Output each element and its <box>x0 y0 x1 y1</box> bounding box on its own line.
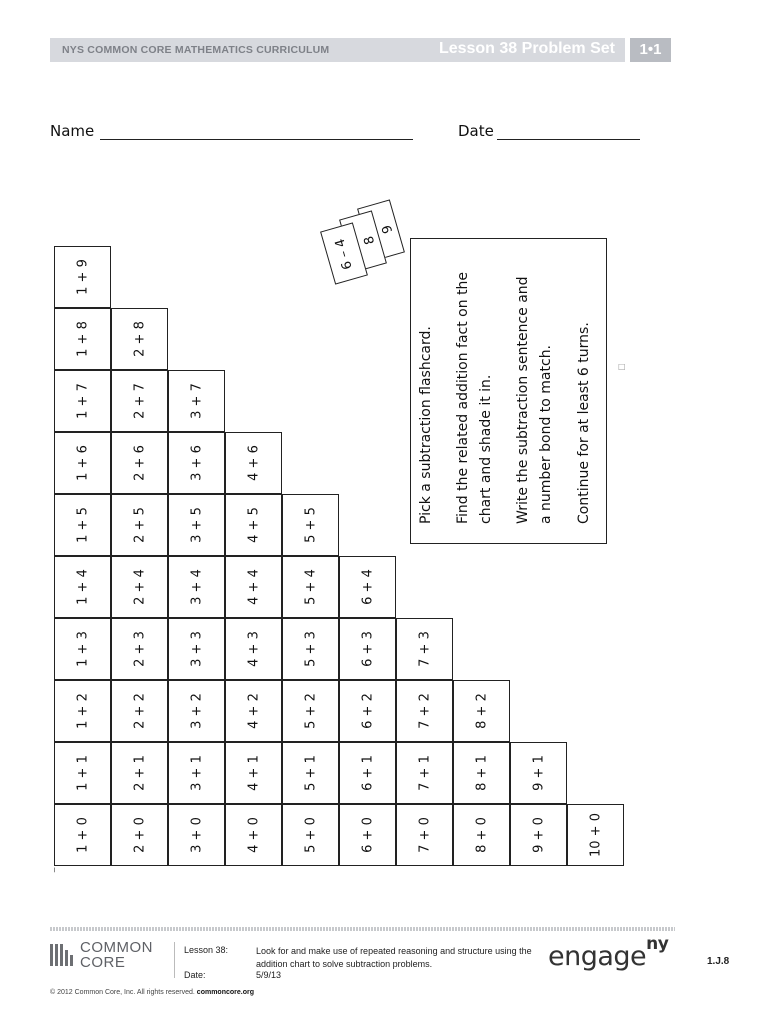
chart-cell[interactable] <box>225 556 282 618</box>
chart-cell[interactable] <box>111 494 168 556</box>
chart-cell-text: 3 + 7 <box>189 383 204 419</box>
chart-cell-text: 3 + 6 <box>189 445 204 481</box>
flashcard-front-text: 6 – 4 <box>332 236 356 271</box>
chart-cell[interactable] <box>54 618 111 680</box>
chart-cell[interactable] <box>111 556 168 618</box>
chart-cell-text: 3 + 5 <box>189 507 204 543</box>
chart-cell-text: 8 + 2 <box>474 693 489 729</box>
scan-mark: □ <box>618 362 626 371</box>
instruction-4: Write the subtraction sentence and <box>515 276 531 524</box>
chart-cell-text: 2 + 5 <box>132 507 147 543</box>
engage-sup: ny <box>646 934 669 954</box>
chart-cell[interactable] <box>339 556 396 618</box>
chart-cell[interactable] <box>225 742 282 804</box>
common-core-logo-icon <box>50 942 76 968</box>
chart-cell-text: 2 + 7 <box>132 383 147 419</box>
chart-cell[interactable] <box>225 494 282 556</box>
chart-cell-text: 10 + 0 <box>588 813 603 857</box>
chart-cell-text: 2 + 0 <box>132 817 147 853</box>
chart-cell-text: 7 + 3 <box>417 631 432 667</box>
chart-cell[interactable] <box>282 618 339 680</box>
instruction-1: Pick a subtraction flashcard. <box>418 326 434 524</box>
chart-cell-text: 9 + 0 <box>531 817 546 853</box>
chart-cell[interactable] <box>510 742 567 804</box>
name-label: Name <box>50 122 95 140</box>
chart-cell-text: 1 + 0 <box>75 817 90 853</box>
chart-cell[interactable] <box>168 742 225 804</box>
chart-cell-text: 1 + 6 <box>75 445 90 481</box>
chart-cell-text: 1 + 3 <box>75 631 90 667</box>
chart-cell[interactable] <box>54 680 111 742</box>
instruction-6: Continue for at least 6 turns. <box>576 322 592 524</box>
chart-cell-text: 1 + 1 <box>75 755 90 791</box>
copyright-text: © 2012 Common Core, Inc. All rights reserved. <box>50 989 195 996</box>
chart-cell-text: 1 + 8 <box>75 321 90 357</box>
chart-cell-text: 6 + 1 <box>360 755 375 791</box>
chart-cell-text: 3 + 0 <box>189 817 204 853</box>
chart-cell-text: 2 + 4 <box>132 569 147 605</box>
chart-cell-text: 9 + 1 <box>531 755 546 791</box>
chart-cell[interactable] <box>339 680 396 742</box>
date-field[interactable] <box>497 139 640 140</box>
chart-cell[interactable] <box>453 680 510 742</box>
chart-cell[interactable] <box>282 742 339 804</box>
chart-cell-text: 1 + 7 <box>75 383 90 419</box>
brand-line-2: CORE <box>80 954 126 971</box>
chart-cell-text: 1 + 5 <box>75 507 90 543</box>
chart-cell[interactable] <box>111 308 168 370</box>
chart-cell-text: 6 + 0 <box>360 817 375 853</box>
instruction-5: a number bond to match. <box>538 344 554 524</box>
chart-cell[interactable] <box>225 804 282 866</box>
chart-cell-text: 2 + 3 <box>132 631 147 667</box>
chart-cell-text: 4 + 2 <box>246 693 261 729</box>
chart-cell[interactable] <box>54 742 111 804</box>
chart-cell-text: 3 + 2 <box>189 693 204 729</box>
chart-cell[interactable] <box>396 742 453 804</box>
chart-cell[interactable] <box>339 804 396 866</box>
chart-cell-text: 3 + 3 <box>189 631 204 667</box>
curriculum-title: NYS COMMON CORE MATHEMATICS CURRICULUM <box>62 44 330 56</box>
chart-cell-text: 7 + 2 <box>417 693 432 729</box>
chart-cell-text: 2 + 6 <box>132 445 147 481</box>
chart-cell-text: 7 + 0 <box>417 817 432 853</box>
chart-cell-text: 2 + 8 <box>132 321 147 357</box>
chart-cell[interactable] <box>54 556 111 618</box>
chart-cell[interactable] <box>453 804 510 866</box>
flashcard-middle-text: 8 <box>361 233 379 246</box>
chart-cell-text: 1 + 2 <box>75 693 90 729</box>
brand-line-1: COMMON <box>80 939 153 956</box>
chart-cell-text: 8 + 1 <box>474 755 489 791</box>
chart-cell[interactable] <box>282 680 339 742</box>
chart-cell-text: 1 + 9 <box>75 259 90 295</box>
chart-cell-text: 3 + 4 <box>189 569 204 605</box>
common-core-brand <box>80 940 153 970</box>
chart-cell[interactable] <box>168 494 225 556</box>
chart-cell[interactable] <box>111 804 168 866</box>
footer-divider <box>174 942 175 978</box>
chart-cell[interactable] <box>225 432 282 494</box>
chart-cell[interactable] <box>396 618 453 680</box>
chart-cell[interactable] <box>54 804 111 866</box>
engage-ny-logo <box>548 934 669 972</box>
chart-cell[interactable] <box>168 370 225 432</box>
chart-cell-text: 4 + 6 <box>246 445 261 481</box>
date-label: Date <box>458 122 494 140</box>
instruction-3: chart and shade it in. <box>478 374 494 524</box>
name-field[interactable] <box>100 139 413 140</box>
chart-cell[interactable] <box>396 680 453 742</box>
chart-cell[interactable] <box>168 556 225 618</box>
page-number: 1.J.8 <box>707 956 730 967</box>
corner-mark: ╵ <box>52 868 57 877</box>
footer-rule <box>50 927 675 931</box>
chart-cell[interactable] <box>111 370 168 432</box>
chart-cell[interactable] <box>54 494 111 556</box>
chart-cell-text: 5 + 1 <box>303 755 318 791</box>
chart-cell[interactable] <box>225 618 282 680</box>
chart-cell[interactable] <box>282 804 339 866</box>
chart-cell[interactable] <box>282 556 339 618</box>
chart-cell-text: 5 + 2 <box>303 693 318 729</box>
copyright-link[interactable]: commoncore.org <box>196 989 254 996</box>
chart-cell[interactable] <box>510 804 567 866</box>
chart-cell-text: 2 + 1 <box>132 755 147 791</box>
lesson-title: Lesson 38 Problem Set <box>438 40 615 57</box>
chart-cell-text: 5 + 0 <box>303 817 318 853</box>
chart-cell-text: 1 + 4 <box>75 569 90 605</box>
chart-cell[interactable] <box>54 370 111 432</box>
module-badge: 1•1 <box>627 38 671 62</box>
chart-cell-text: 4 + 1 <box>246 755 261 791</box>
chart-cell[interactable] <box>168 432 225 494</box>
copyright <box>50 989 254 996</box>
chart-cell[interactable] <box>453 742 510 804</box>
chart-cell[interactable] <box>54 432 111 494</box>
chart-cell[interactable] <box>282 494 339 556</box>
chart-cell-text: 4 + 5 <box>246 507 261 543</box>
footer-lesson-label: Lesson 38: <box>184 945 229 955</box>
chart-cell-text: 6 + 4 <box>360 569 375 605</box>
chart-cell[interactable] <box>339 742 396 804</box>
chart-cell-text: 5 + 5 <box>303 507 318 543</box>
chart-cell-text: 3 + 1 <box>189 755 204 791</box>
page-header <box>50 38 625 62</box>
chart-cell-text: 6 + 2 <box>360 693 375 729</box>
footer-lesson-description: Look for and make use of repeated reasoning and structure using the addition chart to solve subtraction problems. <box>256 946 532 969</box>
chart-cell[interactable] <box>54 246 111 308</box>
chart-cell[interactable] <box>111 742 168 804</box>
footer-date-value: 5/9/13 <box>256 970 282 980</box>
chart-cell-text: 8 + 0 <box>474 817 489 853</box>
chart-cell-text: 5 + 4 <box>303 569 318 605</box>
chart-cell-text: 4 + 3 <box>246 631 261 667</box>
instruction-2: Find the related addition fact on the <box>455 271 471 524</box>
footer-date-label: Date: <box>184 970 206 980</box>
chart-cell-text: 7 + 1 <box>417 755 432 791</box>
chart-cell-text: 5 + 3 <box>303 631 318 667</box>
chart-cell[interactable] <box>168 618 225 680</box>
chart-cell[interactable] <box>111 680 168 742</box>
chart-cell-text: 4 + 4 <box>246 569 261 605</box>
chart-cell[interactable] <box>225 680 282 742</box>
chart-cell-text: 4 + 0 <box>246 817 261 853</box>
chart-cell[interactable] <box>54 308 111 370</box>
chart-cell[interactable] <box>168 680 225 742</box>
engage-text: engage <box>548 941 647 972</box>
chart-cell[interactable] <box>567 804 624 866</box>
chart-cell[interactable] <box>396 804 453 866</box>
chart-cell[interactable] <box>111 432 168 494</box>
chart-cell-text: 6 + 3 <box>360 631 375 667</box>
chart-cell-text: 2 + 2 <box>132 693 147 729</box>
chart-cell[interactable] <box>168 804 225 866</box>
chart-cell[interactable] <box>111 618 168 680</box>
chart-cell[interactable] <box>339 618 396 680</box>
flashcard-back-text: 9 <box>379 222 397 235</box>
